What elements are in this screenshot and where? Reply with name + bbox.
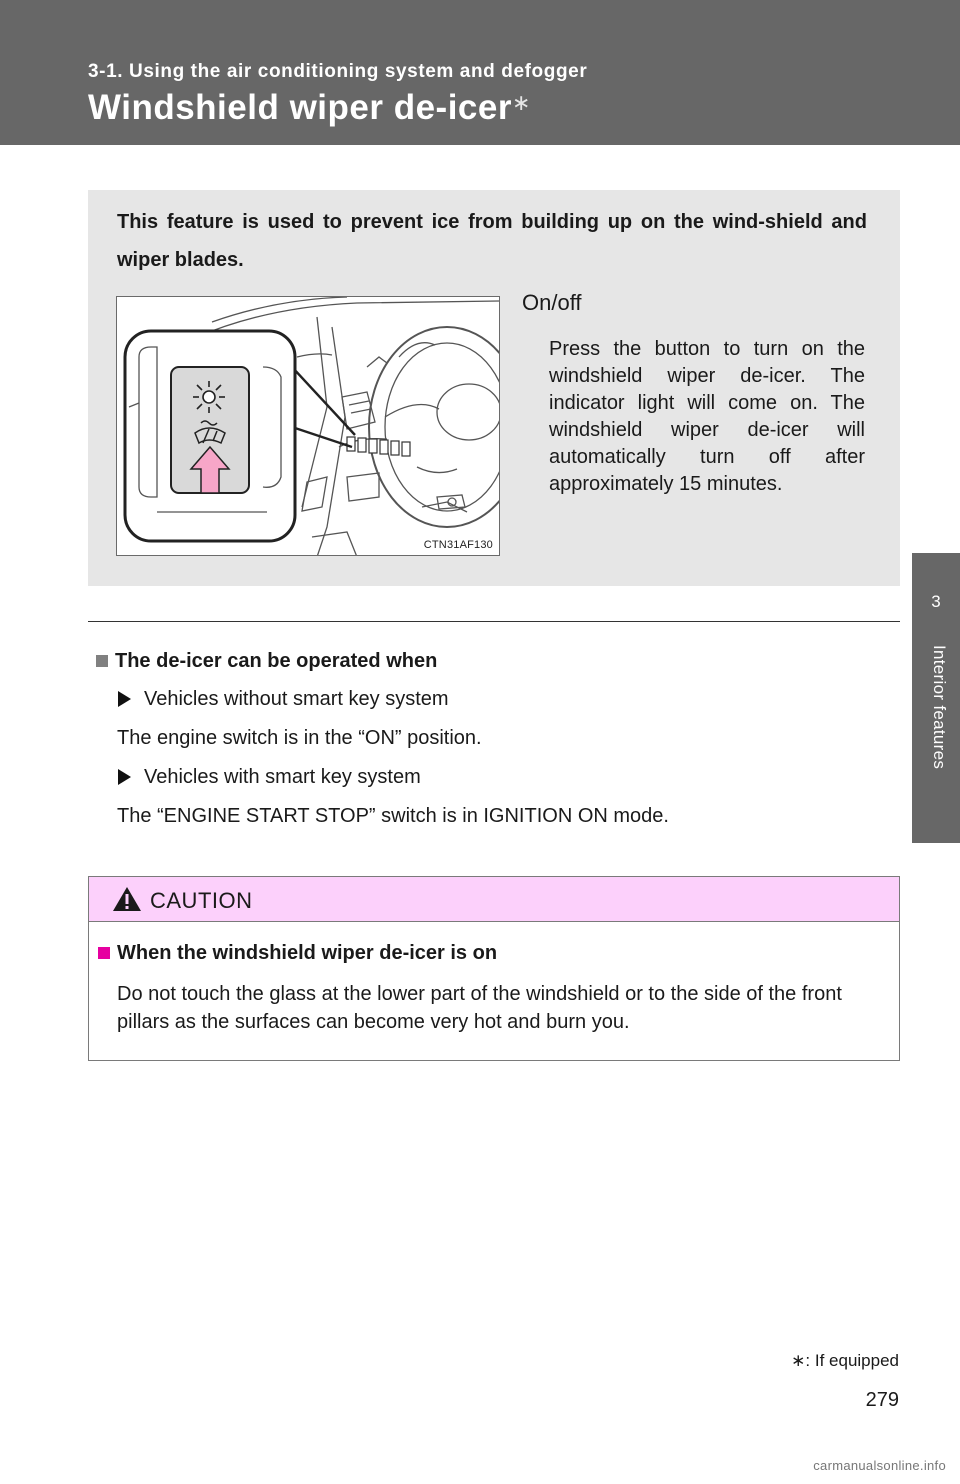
watermark: carmanualsonline.info: [813, 1458, 946, 1473]
dashboard-drawing: [117, 297, 500, 556]
page-title: [88, 88, 531, 128]
page-number: 279: [865, 1389, 899, 1411]
side-tab-blank: [912, 145, 960, 553]
triangle-bullet-icon: [118, 691, 131, 707]
footnote: [791, 1351, 899, 1371]
onoff-title: On/off: [522, 290, 582, 315]
caution-box: [88, 876, 900, 1061]
bullet-square-icon: [96, 655, 108, 667]
section-divider: [88, 621, 900, 622]
chapter-number: 3: [931, 592, 941, 611]
section-title: 3-1. Using the air conditioning system and defogger: [88, 61, 588, 82]
intro-text: This feature is used to prevent ice from building up on the wind-shield and wiper blades.: [117, 211, 867, 271]
page-header: [0, 0, 960, 145]
condition-label-1: [118, 688, 449, 711]
condition-label-text: Vehicles with smart key system: [144, 766, 421, 788]
condition-text-2: The “ENGINE START STOP” switch is in IGNITION ON mode.: [117, 805, 669, 827]
caution-heading-text: When the windshield wiper de-icer is on: [117, 942, 498, 964]
triangle-bullet-icon: [118, 769, 131, 785]
bullet-square-icon: [98, 947, 110, 959]
caution-label: CAUTION: [150, 888, 253, 913]
condition-label-text: Vehicles without smart key system: [144, 688, 449, 710]
if-equipped-mark: ∗: [512, 90, 531, 115]
footnote-mark: ∗: [791, 1351, 806, 1370]
deicer-button-illustration: [116, 296, 500, 556]
onoff-description: Press the button to turn on the windshield wiper de-icer. The indicator light will come on. The windshield wiper de-icer will automatically turn off after approximately 15 minutes.: [549, 338, 865, 495]
figure-code: CTN31AF130: [423, 539, 493, 551]
condition-label-2: [118, 766, 421, 789]
caution-header: [89, 877, 899, 922]
indicator-light-icon: [193, 381, 225, 413]
chapter-label: Interior features: [930, 645, 949, 770]
caution-heading: [98, 942, 497, 965]
footnote-text: : If equipped: [805, 1351, 899, 1370]
caution-text: Do not touch the glass at the lower part of the windshield or to the side of the front pillars as the surfaces can become very hot and burn you.: [117, 983, 842, 1033]
warning-triangle-icon: [112, 886, 142, 912]
note-heading-text: The de-icer can be operated when: [115, 650, 438, 672]
condition-text-1: The engine switch is in the “ON” position.: [117, 727, 482, 749]
page-title-text: Windshield wiper de-icer: [88, 88, 512, 127]
note-heading: [96, 650, 437, 673]
